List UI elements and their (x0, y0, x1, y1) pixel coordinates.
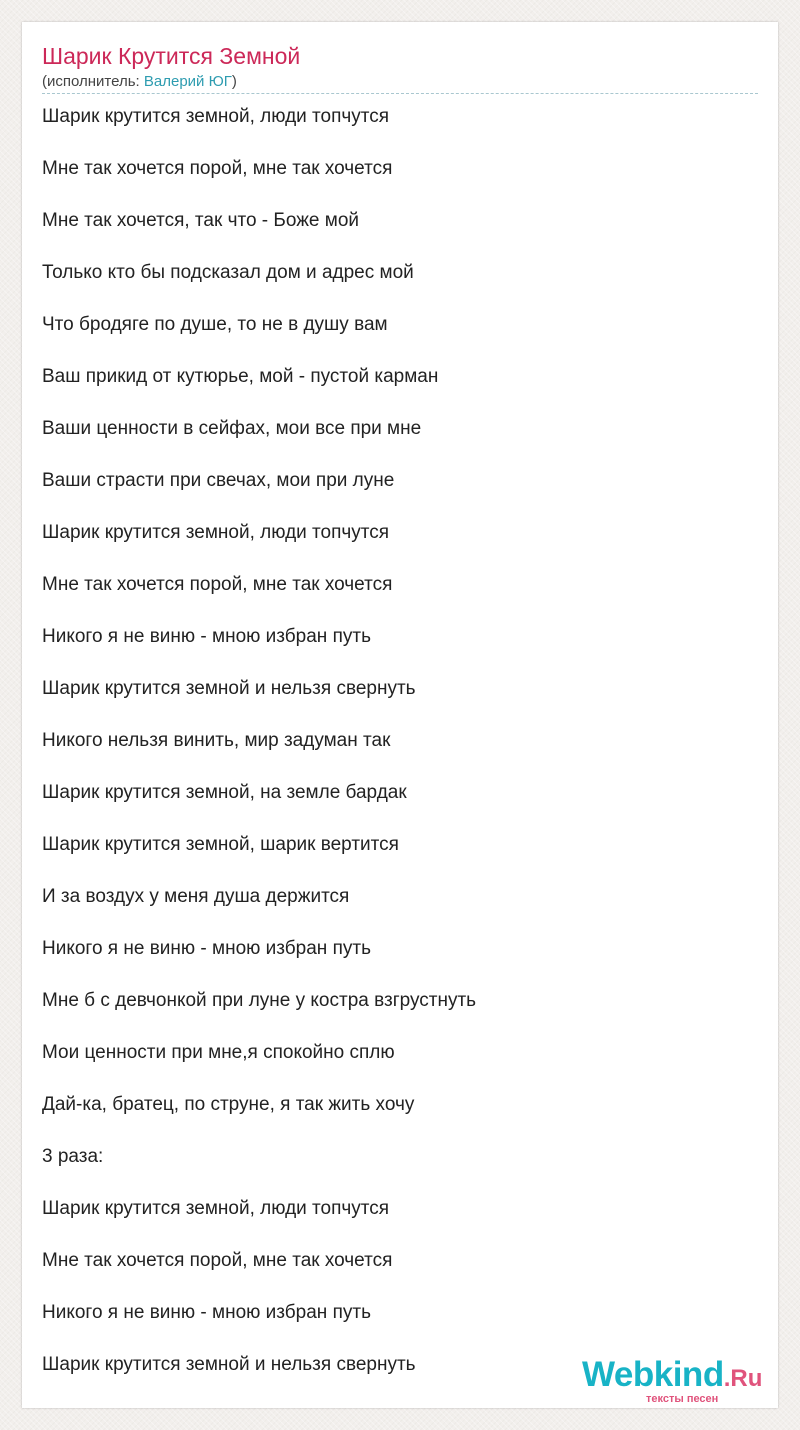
lyric-line: Никого я не виню - мною избран путь (42, 938, 371, 959)
lyric-line: Мне так хочется, так что - Боже мой (42, 210, 360, 231)
lyric-line: Мне так хочется порой, мне так хочется (42, 574, 393, 595)
lyrics-card (22, 22, 778, 1408)
lyric-line: Ваш прикид от кутюрье, мой - пустой карман (42, 366, 439, 387)
lyric-line: Никого я не виню - мною избран путь (42, 1302, 371, 1323)
lyric-line: Только кто бы подсказал дом и адрес мой (42, 262, 414, 283)
lyric-line: Мои ценности при мне,я спокойно сплю (42, 1042, 395, 1063)
lyric-line: Шарик крутится земной и нельзя свернуть (42, 678, 416, 699)
lyric-line: Шарик крутится земной, на земле бардак (42, 782, 407, 803)
lyric-line: И за воздух у меня душа держится (42, 886, 350, 907)
logo-tagline: тексты песен (646, 1393, 719, 1405)
logo-tld: .Ru (723, 1365, 763, 1392)
lyric-line: Никого я не виню - мною избран путь (42, 626, 371, 647)
lyric-line: Мне так хочется порой, мне так хочется (42, 158, 393, 179)
lyric-line: Шарик крутится земной и нельзя свернуть (42, 1354, 416, 1375)
song-title: Шарик Крутится Земной (42, 43, 301, 69)
lyric-line: Шарик крутится земной, люди топчутся (42, 522, 390, 543)
artist-prefix: (исполнитель: (42, 73, 144, 90)
title-divider (42, 93, 758, 94)
lyric-line: Шарик крутится земной, люди топчутся (42, 106, 390, 127)
lyric-line: Что бродяге по душе, то не в душу вам (42, 314, 388, 335)
site-logo[interactable] (582, 1355, 778, 1409)
lyric-line: Шарик крутится земной, шарик вертится (42, 834, 399, 855)
lyric-line: 3 раза: (42, 1146, 104, 1167)
logo-word: Webkind (582, 1355, 724, 1394)
lyric-line: Дай-ка, братец, по струне, я так жить хочу (42, 1094, 415, 1115)
lyric-line: Ваши страсти при свечах, мои при луне (42, 470, 395, 491)
lyrics-list (42, 104, 476, 1404)
lyric-line: Мне б с девчонкой при луне у костра взгрустнуть (42, 990, 477, 1011)
lyric-line: Шарик крутится земной, люди топчутся (42, 1198, 390, 1219)
artist-link[interactable]: Валерий ЮГ (143, 73, 232, 90)
lyric-line: Ваши ценности в сейфах, мои все при мне (42, 418, 422, 439)
lyric-line: Никого нельзя винить, мир задуман так (42, 730, 391, 751)
artist-line (42, 72, 237, 92)
lyric-line: Мне так хочется порой, мне так хочется (42, 1250, 393, 1271)
artist-suffix: ) (231, 73, 237, 90)
